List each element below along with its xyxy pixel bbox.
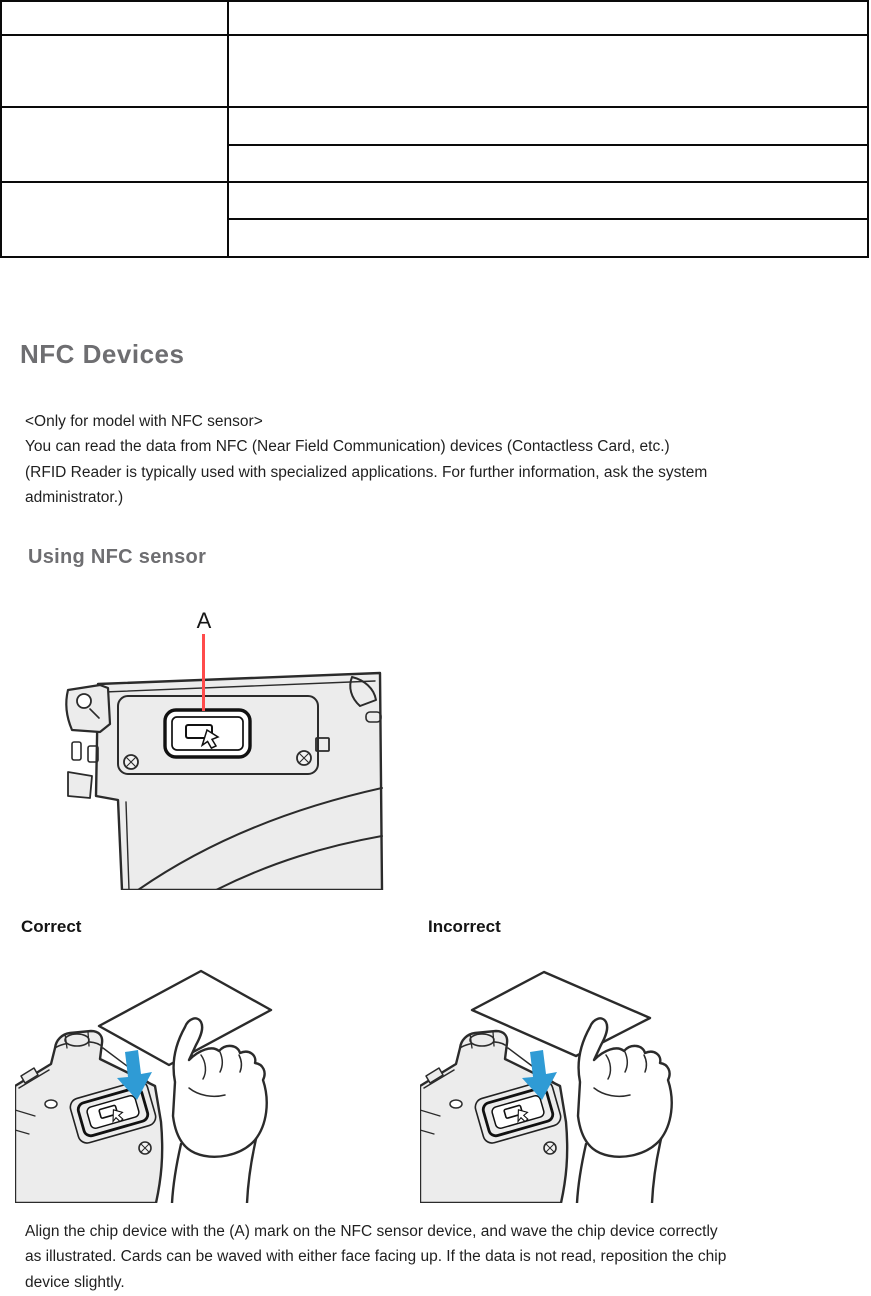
- intro-line-4: administrator.): [25, 489, 124, 507]
- table-subrow-divider-1: [227, 144, 867, 146]
- figure-correct: [15, 960, 330, 1203]
- incorrect-label: Incorrect: [428, 917, 501, 936]
- hand: [172, 1018, 267, 1203]
- intro-line-1: <Only for model with NFC sensor>: [25, 413, 263, 430]
- using-nfc-sensor-heading: Using NFC sensor: [28, 546, 207, 568]
- nfc-devices-heading: NFC Devices: [20, 339, 185, 369]
- table-subrow-divider-2: [227, 218, 867, 220]
- table-row-divider-1: [2, 34, 867, 36]
- latch-knob: [470, 1034, 494, 1046]
- device-body: [96, 673, 382, 890]
- figure-nfc-sensor-location: [60, 668, 415, 890]
- figure-incorrect: [420, 960, 735, 1203]
- intro-line-2: You can read the data from NFC (Near Field Communication) devices (Contactless Card, etc.): [25, 438, 670, 456]
- footer-line-2: as illustrated. Cards can be waved with either face facing up. If the data is not read, reposition the chip: [25, 1248, 727, 1266]
- table-row-divider-2: [2, 106, 867, 108]
- callout-pointer-line: [202, 634, 205, 711]
- intro-paragraph: [25, 409, 707, 511]
- intro-line-3: (RFID Reader is typically used with specialized applications. For further information, ask the system: [25, 463, 708, 481]
- correct-label: Correct: [21, 917, 82, 936]
- callout-label-a: A: [196, 608, 212, 633]
- footer-line-1: Align the chip device with the (A) mark on the NFC sensor device, and wave the chip device correctly: [25, 1223, 718, 1240]
- latch-knob: [65, 1034, 89, 1046]
- nfc-mark: [165, 710, 250, 757]
- hand: [577, 1018, 672, 1203]
- footer-paragraph: [25, 1219, 726, 1295]
- footer-line-3: device slightly.: [25, 1273, 125, 1291]
- table-row-divider-3: [2, 181, 867, 183]
- top-table: [0, 0, 869, 258]
- left-latch: [66, 685, 110, 732]
